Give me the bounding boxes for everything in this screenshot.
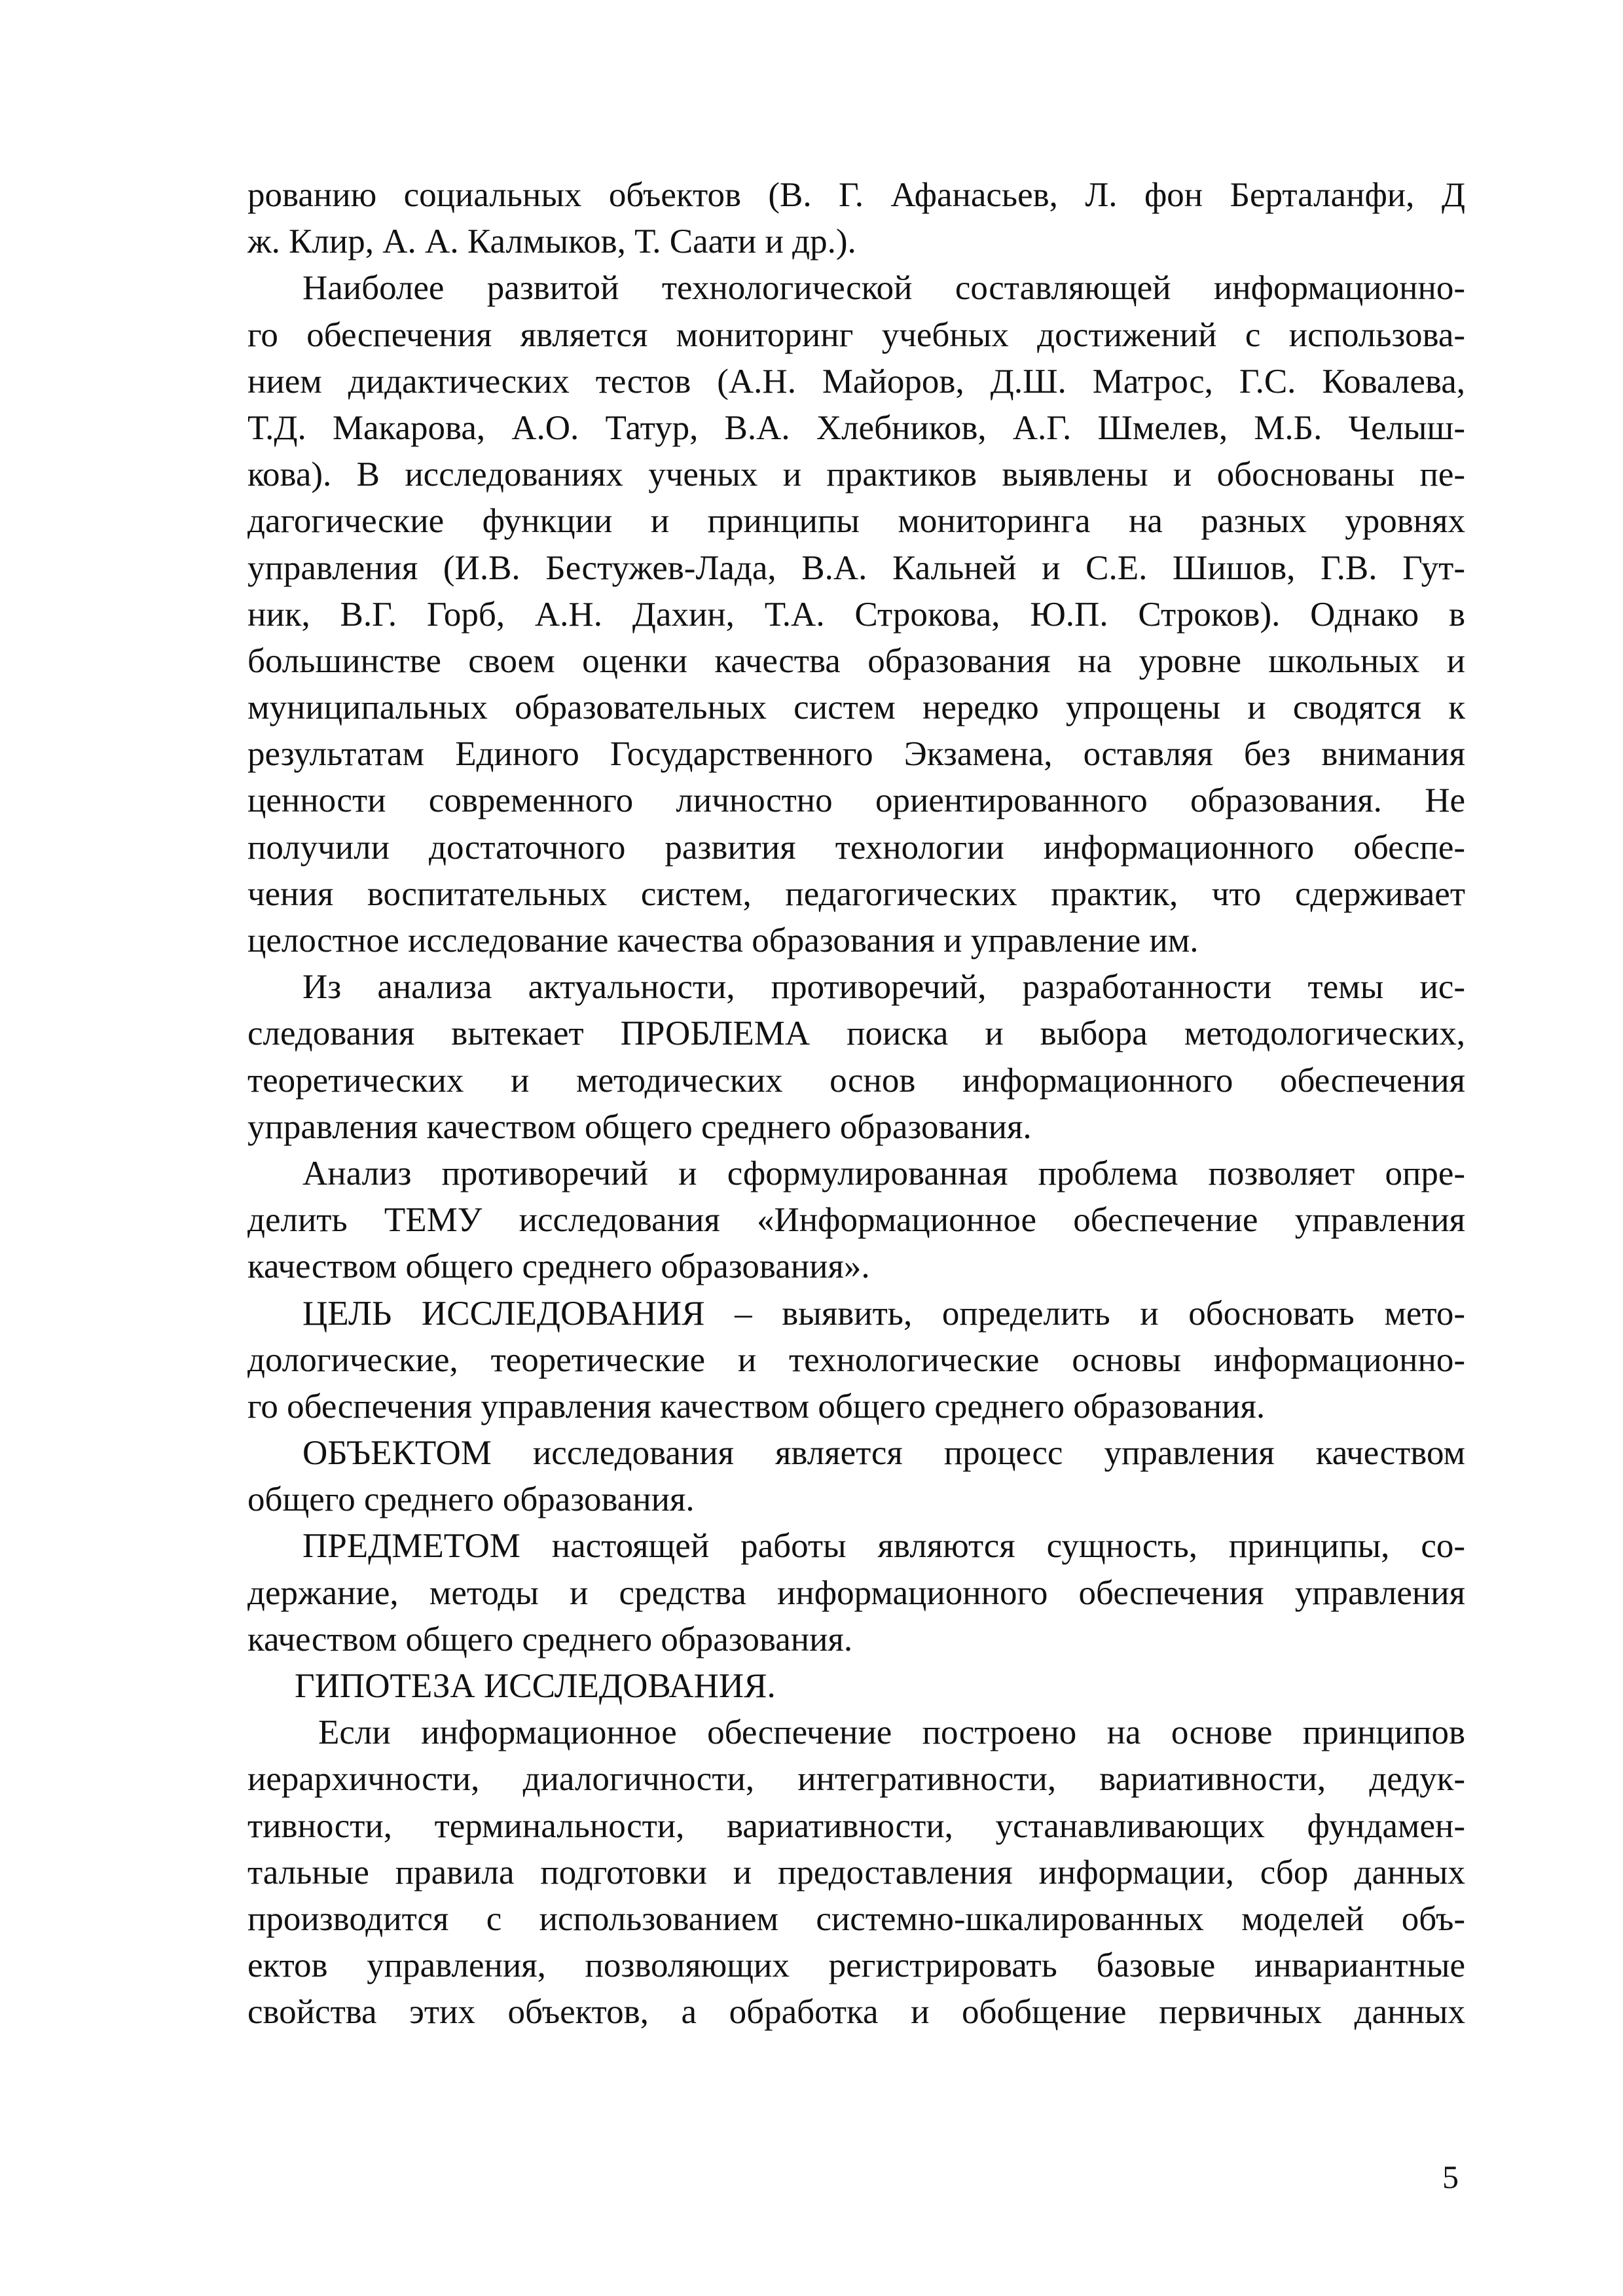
text-line: большинстве своем оценки качества образования на уровне школьных и [247, 641, 1465, 680]
text-line: следования вытекает ПРОБЛЕМА поиска и выбора методологических, [247, 1014, 1465, 1053]
text-line: результатам Единого Государственного Экзамена, оставляя без внимания [247, 735, 1465, 774]
text-line: нием дидактических тестов (А.Н. Майоров, Д.Ш. Матрос, Г.С. Ковалева, [247, 362, 1465, 401]
text-line: качеством общего среднего образования». [247, 1247, 870, 1286]
text-line: ектов управления, позволяющих регистрировать базовые инвариантные [247, 1946, 1465, 1985]
text-line: получили достаточного развития технологии информационного обеспе- [247, 828, 1465, 867]
text-line: Т.Д. Макарова, А.О. Татур, В.А. Хлебников, А.Г. Шмелев, М.Б. Челыш- [247, 408, 1465, 447]
text-line: качеством общего среднего образования. [247, 1620, 853, 1659]
paragraph-first-line: Из анализа актуальности, противоречий, разработанности темы ис- [302, 968, 1465, 1007]
text-line: ж. Клир, А. А. Калмыков, Т. Саати и др.). [247, 223, 856, 261]
text-line: дологические, теоретические и технологические основы информационно- [247, 1340, 1465, 1379]
text-line: целостное исследование качества образования и управление им. [247, 922, 1199, 960]
text-line: дагогические функции и принципы мониторинга на разных уровнях [247, 502, 1465, 541]
text-line: го обеспечения является мониторинг учебных достижений с использова- [247, 315, 1465, 354]
text-line: тивности, терминальности, вариативности, устанавливающих фундамен- [247, 1806, 1465, 1845]
body-text [247, 172, 1465, 2036]
text-line: управления (И.В. Бестужев-Лада, В.А. Кальней и С.Е. Шишов, Г.В. Гут- [247, 548, 1465, 587]
section-heading: ГИПОТЕЗА ИССЛЕДОВАНИЯ. [295, 1667, 776, 1705]
paragraph-first-line: Наиболее развитой технологической составляющей информационно- [302, 269, 1465, 308]
paragraph-first-line: Если информационное обеспечение построено на основе принципов [318, 1713, 1465, 1752]
text-line: ник, В.Г. Горб, А.Н. Дахин, Т.А. Строкова, Ю.П. Строков). Однако в [247, 595, 1465, 634]
text-line: делить ТЕМУ исследования «Информационное обеспечение управления [247, 1201, 1465, 1240]
text-line: управления качеством общего среднего образования. [247, 1107, 1032, 1146]
text-line: теоретических и методических основ информационного обеспечения [247, 1061, 1465, 1100]
paragraph-first-line: ЦЕЛЬ ИССЛЕДОВАНИЯ – выявить, определить и обосновать мето- [302, 1294, 1465, 1333]
paragraph-first-line: Анализ противоречий и сформулированная проблема позволяет опре- [302, 1154, 1465, 1193]
text-line: общего среднего образования. [247, 1480, 695, 1519]
text-line: тальные правила подготовки и предоставления информации, сбор данных [247, 1853, 1465, 1892]
text-line: свойства этих объектов, а обработка и обобщение первичных данных [247, 1993, 1465, 2032]
text-line: рованию социальных объектов (В. Г. Афанасьев, Л. фон Берталанфи, Д [247, 176, 1465, 214]
page-number: 5 [1442, 2159, 1459, 2195]
text-line: чения воспитательных систем, педагогических практик, что сдерживает [247, 874, 1465, 913]
text-line: держание, методы и средства информационного обеспечения управления [247, 1573, 1465, 1612]
text-line: производится с использованием системно-шкалированных моделей объ- [247, 1899, 1465, 1938]
text-line: ценности современного личностно ориентированного образования. Не [247, 781, 1465, 820]
text-line: кова). В исследованиях ученых и практиков выявлены и обоснованы пе- [247, 456, 1465, 494]
text-line: го обеспечения управления качеством общего среднего образования. [247, 1387, 1266, 1426]
paragraph-first-line: ПРЕДМЕТОМ настоящей работы являются сущность, принципы, со- [302, 1527, 1465, 1566]
text-line: иерархичности, диалогичности, интегративности, вариативности, дедук- [247, 1760, 1465, 1799]
paragraph-first-line: ОБЪЕКТОМ исследования является процесс управления качеством [302, 1434, 1465, 1473]
text-line: муниципальных образовательных систем нередко упрощены и сводятся к [247, 689, 1465, 727]
